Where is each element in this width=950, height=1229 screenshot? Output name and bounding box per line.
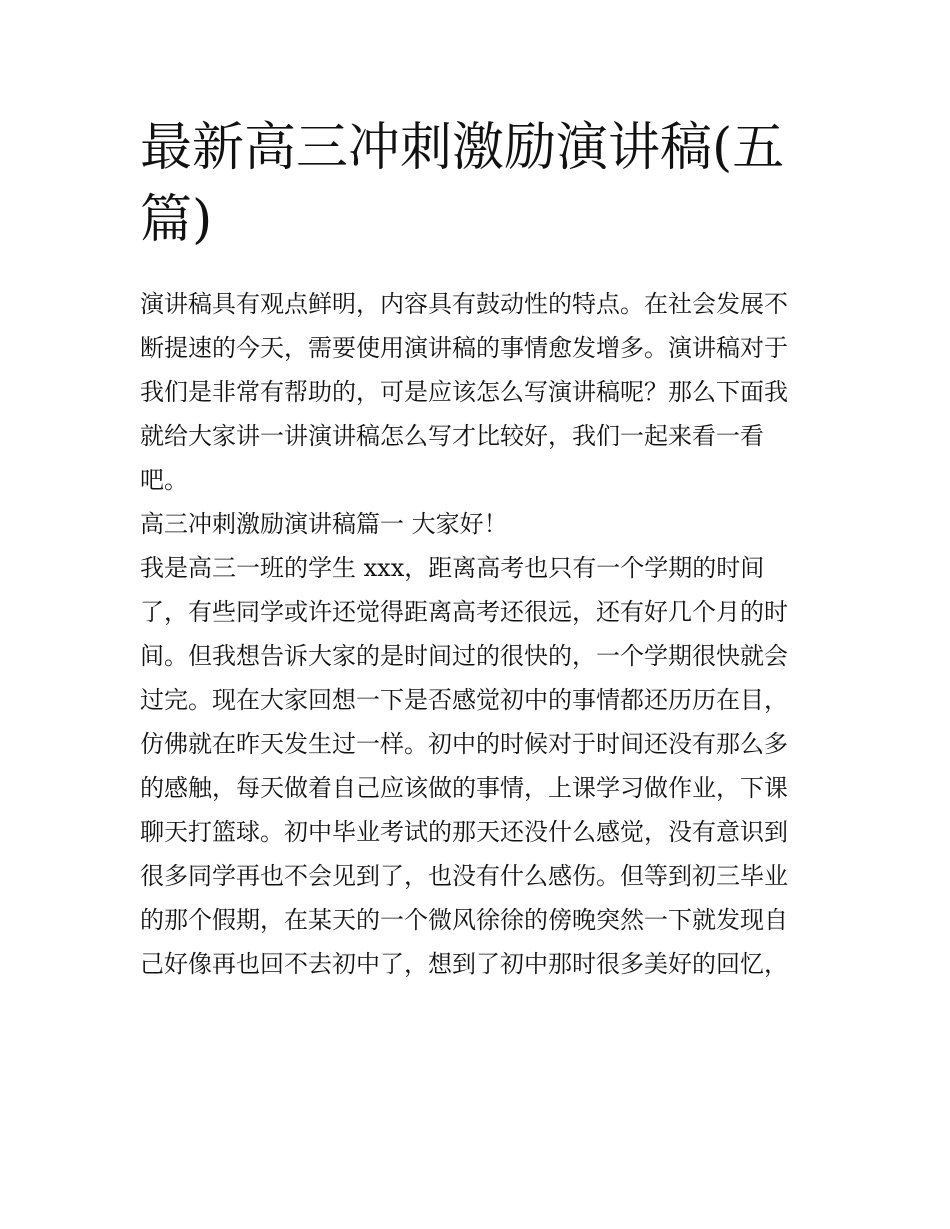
intro-line: 演讲稿具有观点鲜明，内容具有鼓动性的特点。在社会发展不 [140, 290, 788, 318]
intro-line: 断提速的今天，需要使用演讲稿的事情愈发增多。演讲稿对于 [140, 334, 788, 362]
speech-line: 间。但我想告诉大家的是时间过的很快的，一个学期很快就会 [140, 642, 788, 670]
title-line-1: 最新高三冲刺激励演讲稿(五 [140, 118, 785, 178]
speech-line: 了，有些同学或许还觉得距离高考还很远，还有好几个月的时 [140, 598, 788, 626]
speech-line: 我是高三一班的学生 xxx，距离高考也只有一个学期的时间 [140, 554, 765, 582]
speech-line: 己好像再也回不去初中了，想到了初中那时很多美好的回忆， [140, 950, 788, 978]
section-heading: 高三冲刺激励演讲稿篇一 大家好！ [140, 510, 508, 538]
speech-line: 过完。现在大家回想一下是否感觉初中的事情都还历历在目， [140, 686, 788, 714]
speech-line: 的那个假期，在某天的一个微风徐徐的傍晚突然一下就发现自 [140, 906, 788, 934]
intro-paragraph [140, 282, 820, 502]
document-title [140, 112, 820, 256]
intro-line: 吧。 [140, 466, 188, 494]
intro-line: 我们是非常有帮助的，可是应该怎么写演讲稿呢？那么下面我 [140, 378, 788, 406]
speech-line: 仿佛就在昨天发生过一样。初中的时候对于时间还没有那么多 [140, 730, 788, 758]
intro-line: 就给大家讲一讲演讲稿怎么写才比较好，我们一起来看一看 [140, 422, 764, 450]
title-line-2: 篇) [140, 190, 213, 250]
speech-line: 很多同学再也不会见到了，也没有什么感伤。但等到初三毕业 [140, 862, 788, 890]
document-body [140, 282, 820, 986]
speech-paragraph [140, 546, 820, 986]
speech-line: 聊天打篮球。初中毕业考试的那天还没什么感觉，没有意识到 [140, 818, 788, 846]
speech-line: 的感触，每天做着自己应该做的事情，上课学习做作业，下课 [140, 774, 788, 802]
